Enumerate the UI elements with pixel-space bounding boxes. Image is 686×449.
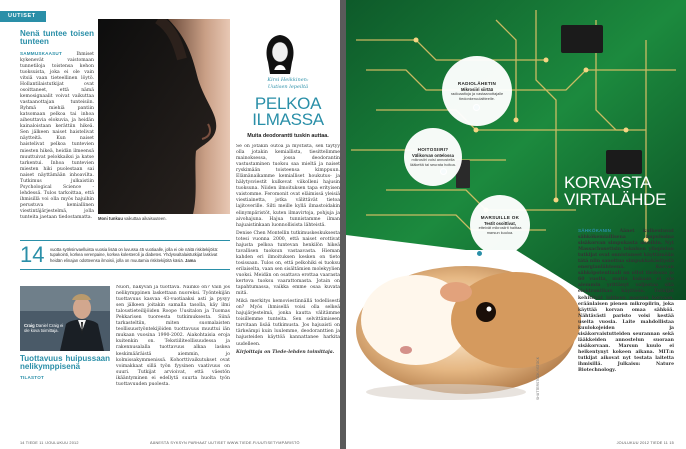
- bubble-radio-title: RADIOLÄHETIN: [457, 80, 497, 86]
- mid-body-3: Mikä merkitys kemoviestinnällä todellisesti on? Myös ihmisellä voisi olla selkeä hajujärjestelmä, jonka kautta välitämme toisillemme tunteita. Sen selvittämiseen tarvitaan lisää tutkimusta. Jos hajuaisti on tärkeämpi kuin luulemme, deodoranttien ja hajusteiden käyttöä kannattanee harkita uudelleen.: [236, 299, 340, 347]
- woman-nose-image: [98, 19, 230, 214]
- bubble-marsu: [470, 195, 530, 255]
- news1-body: Ihmiset kykenevät vaistomaan tunnetiloja toistensa kehon tuoksuista, joka ei ole vain vitsiä vaan tieteellinen löytö. Hollantilaistutkijat ovat osoittaneet, että nämä kemosignaalit voivat vaikuttaa vastaanottajan tunteisiin. Ryhmä miehiä pantiin katsomaan pelkoa tai inhoa aiheuttavia elokuvia, ja heidän kainaloistaan kerättiin hikeä. Sen jälkeen naiset haistelivat näytteitä. Kun naiset haistelivat pelkoa tuntevien miesten hikeä, heidän ilmeensä muuttuivat pelokkaiksi ja katse tarkentui. Inhoa tuntevien miesten hiki puolestaan sai naiset näyttämään inhoavilta. Tutkimus julkaistiin Psychological Science -lehdessä. Tulos tarkoittaa, että ihmisillä voi olla myös hajuihin perustuva kemiallinen viestintäjärjestelmä, jolla tunteita jaetaan tiedostamatta.: [20, 51, 94, 221]
- right-headline: [564, 174, 682, 208]
- mid-body: [236, 144, 340, 434]
- section-tab: UUTISET: [0, 11, 46, 22]
- mid-deck: Muita deodorantti tuskin auttaa.: [247, 133, 329, 139]
- craig-caption-text: Daniel Craig ei ole kova toimittaja.: [24, 323, 64, 334]
- right-body: [578, 228, 674, 433]
- mid-headline-line1: PELKOA: [254, 94, 322, 113]
- news2-lead: TILASTOT: [20, 374, 44, 380]
- author-name: Kirsi Heikkinen:: [267, 77, 309, 83]
- mid-headline-line2: ILMASSA: [252, 110, 324, 129]
- photo-credit: SHUTTERSTOCK / ISTOCK: [536, 356, 540, 400]
- fact-source: Jama: [185, 257, 196, 263]
- left-page: [0, 0, 340, 449]
- fact-text: vuotta syöksinvaelluista vuosia lisää on luvussa 45 vuotiaalle, jolla ei ole näitä riskitekijöitä: tupakointi, korkea verenpaine, korkea kolesteroli ja diabetes. Yhdysvaltalaistutkijat laskivat heidän elinajan odotteensa ilmoisii, jolla on muutamia riskitekijöitä käsiä.: [50, 246, 219, 263]
- right-headline-line1: KORVASTA: [564, 173, 652, 192]
- news1-lead: SAMMUSKAASUT: [20, 50, 62, 56]
- right-body-text: Äänet kulkeutuvat sähkökemiallisena impulssina sisäkorvan simpukasta aivoihin. Nyt Massachusettsin teknisen yliopiston tutkijat ovat onnistuneet käyttämään tätä niin sanottua simpukkakäsitystä energianlähteenä. Korvan sähköpotentiaali on ollut tiedossa jo 60 vuotta, mutta kukaan ei ole aiemmin yrittänyt valjastaa sitä elektroniikan käyttöön. Tutkijat kehittivät laitteen marsun korvaan, eräänlaisen pienen mikropiirin, joka käyttää korvan omaa sähköä. Nähtävästi paristo voisi kestää useita vuosia. Laite mahdollistaa kuulokojeiden ja sisäkorvaistutteiden seurannan sekä lääkkeiden annostelun suoraan sisäkorvaan. Marsun kuulo ei heikentynyt kokeen aikana. MIT:n tutkijat aikovat nyt testata laitetta ihmisillä. Julkaisu: Nature Biotechnology.: [578, 229, 674, 374]
- nose-photo: [98, 19, 230, 214]
- bubble-marsu-title: MARSUILLE OK: [480, 214, 520, 220]
- footer-right: JOULUKUU 2012 TIEDE 11 15: [616, 441, 674, 445]
- craig-caption: [24, 323, 64, 334]
- bubble-hoito-title: HOITOSIIRI?: [417, 146, 449, 152]
- mid-signoff: Kirjoittaja on Tiede-lehden toimittaja.: [236, 349, 335, 355]
- news2-column-left: [20, 355, 110, 382]
- nose-caption: [98, 216, 230, 221]
- mid-body-2: Denise Chen Montellin tutkimuskeskuksesta totesi vuonna 2000, että naiset erottivat hajusta pelkoa tuntevan henkilön hikeä tavallisen tuoksun vastaavasta. Hieman kahden eri ilmoituksen kesken on tieto tosissaan. Tulos on, että pelkohiki ei tuoksu erilaiselta, vaan sen sisältämien molekyylien vuoksi. Meidän on osattava erottaa vaarasta kertova tuoksu vaarattomasta. Jotain on tapahtumassa, vaikka emme osaa kuvata mitä.: [236, 230, 340, 297]
- bubble-hoito-sub: Välikorvan ontelossa: [412, 152, 454, 158]
- bubble-marsu-text: etteivät mikrosiirit haittaa marsun kuuloa.: [478, 224, 522, 235]
- fact-text-wrap: [50, 247, 230, 263]
- news1-column: [20, 30, 94, 221]
- author-portrait-image: [262, 32, 298, 74]
- author-title: Uutisen lepeiltä: [267, 83, 309, 90]
- craig-photo: [20, 286, 110, 351]
- nose-caption-name: Moni tunkuu: [98, 216, 123, 221]
- bubble-marsu-sub: Testit osoittivat,: [484, 220, 516, 226]
- news2-body: Nuori, näkyvän ja tuottava. Näinkö on? Vain jos nelikymppinen laskettaan nuoreksi. Työntekijän tuottavuus kasvaa 43-vuotiaaksi asti ja pysyy sen jälkeen joitakin samalla tasolla, käy ilmi taloustieteilijöiden Roope Uusitalon ja Tuomas Pekkarisen tuoreesta tutkimuksesta. Siinä tarkasteltiin, miten suomalaisten teollisuustyöntekijöiden tuottavuus muuttui iän mukaan vuosina 1990-2002. Aiakohtaisia eroja kuitenkin on. Tekstiiliteollisuudessa ja rakennusalalla tuottavuus alkaa laskea keskimääräistä aiemmin, jo kolmissakymmenissä. Kohorttivaikutukset ovat voimakkaat sillä työn fyysinen vaativuus on suuri. Tutkijat arvioivat, että väestön ikääntyminen ei edellytä suurta huolta työn tuottavuuden puolesta.: [116, 285, 230, 387]
- author-box: [236, 77, 340, 90]
- right-page: [346, 0, 686, 449]
- news1-title: Nenä tuntee toisen tunteen: [20, 29, 94, 47]
- bubble-hoito-text: mikrosiiri voisi annostella lääkettä tai seurata hoitoa.: [410, 156, 456, 167]
- news2-title: Tuottavuus huipussaan nelikymppisenä: [20, 354, 110, 372]
- bubble-radio: [442, 56, 512, 126]
- craig-caption-name: Craig: [24, 323, 35, 328]
- mid-body-1: Se on jotakin outoa ja mystistä, sen täytyy olla jotakin kemiallista, tiesittelimme mainoksessa, jossa deodorantin vastustaminen tuoksu saa mieltä ja naiset ryskimään toisteensa kimppuun. Elämänaikamme kemialliset houkutus- ja hälytysviestit kulkevat viikolleni hajusin tuoksuna. Niiden ilmoituksen tapa erityisen vaistomme. Feromonit ovat eläimissä yleisiä viestiainetta, jotka välittävät tietoa lajitoverille. Silti meille kyllä ilmastoidakin elinympäristöt, kuten ilmavirtoja, pohjuja ja aivohajuna. Hajua tunnistamme ilman hajuaistinkaan luonnollisista lähteistä.: [236, 144, 340, 228]
- right-lead: SÄHKÖKANIN: [578, 228, 612, 233]
- pin-marsu: [476, 250, 483, 257]
- bubble-hoito: [404, 128, 462, 186]
- bubble-radio-text: radioaaltoja ja vastaanottajalle tiedonkeruulaitteelle.: [450, 90, 504, 101]
- footer-left: 14 TIEDE 11 /JOULUKUU 2012: [20, 441, 79, 445]
- nose-caption-text: vaikuttaa aikaisuuteen.: [124, 216, 167, 221]
- fact-box: [20, 240, 230, 270]
- fact-number: 14: [20, 242, 45, 268]
- mid-headline: [236, 96, 340, 128]
- footer-mid: ÄÄNESTÄ SYKSYN PARHAAT UUTISET WWW.TIEDE.FI/UUTISETYMPÄRISTÖ: [150, 441, 300, 445]
- news2-column-right: [116, 285, 230, 435]
- author-portrait: [262, 32, 298, 74]
- bubble-radio-sub: Mikrosiiri siirtää: [460, 86, 494, 92]
- right-headline-line2: VIRTALÄHDE: [564, 190, 667, 209]
- daniel-craig-image: [20, 286, 110, 351]
